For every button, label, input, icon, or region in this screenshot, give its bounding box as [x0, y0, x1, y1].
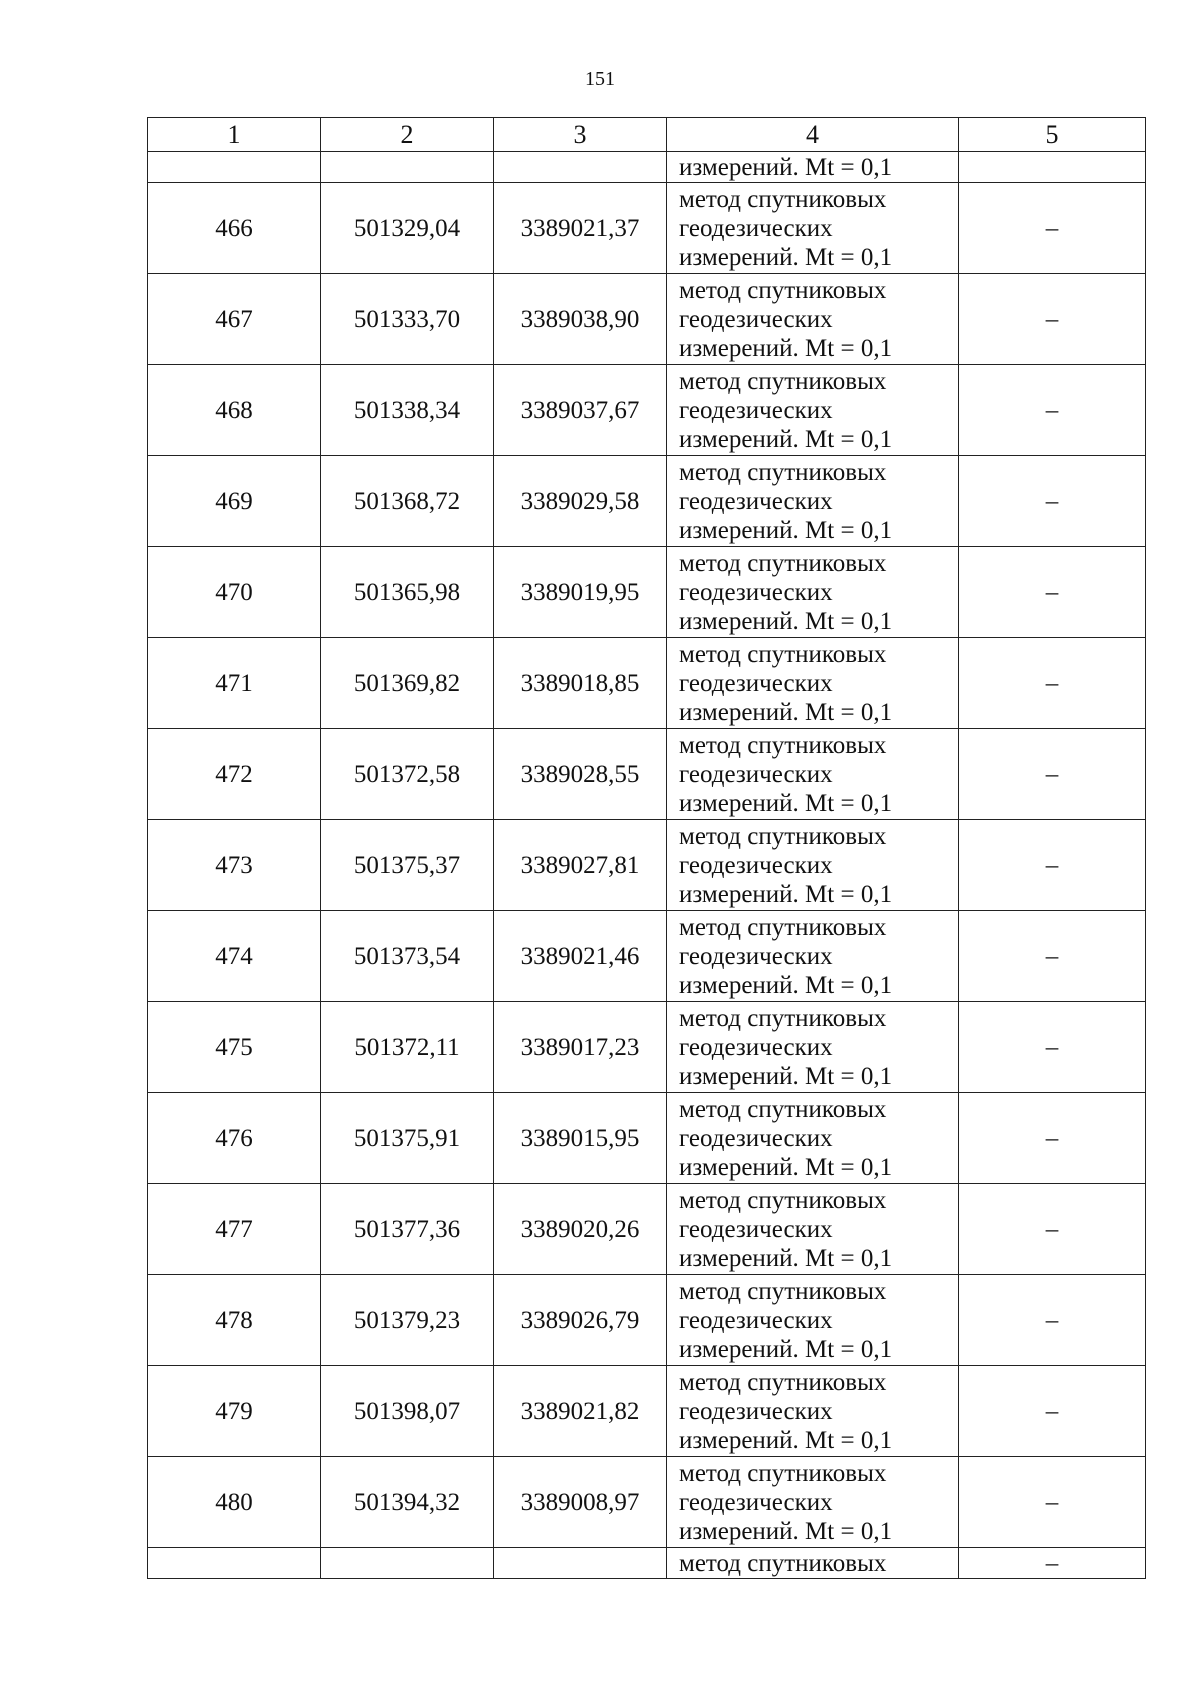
x-coordinate-cell: 501333,70 — [321, 274, 494, 365]
method-cell — [667, 274, 959, 365]
method-text-line: геодезических — [679, 851, 833, 879]
x-coordinate-cell: 501338,34 — [321, 365, 494, 456]
y-coordinate-cell: 3389018,85 — [494, 638, 667, 729]
point-number-cell: 470 — [148, 547, 321, 638]
point-number-cell: 468 — [148, 365, 321, 456]
method-text-line: измерений. Mt = 0,1 — [679, 1244, 893, 1272]
x-coordinate-cell: 501394,32 — [321, 1457, 494, 1548]
method-cell — [667, 183, 959, 274]
note-cell: – — [959, 729, 1146, 820]
method-text-line: измерений. Mt = 0,1 — [679, 1426, 893, 1454]
method-text-line: измерений. Mt = 0,1 — [679, 425, 893, 453]
x-coordinate-cell: 501365,98 — [321, 547, 494, 638]
method-cell — [667, 1457, 959, 1548]
method-text-line: геодезических — [679, 1033, 833, 1061]
method-cell — [667, 820, 959, 911]
empty-cell — [321, 152, 494, 183]
y-coordinate-cell: 3389008,97 — [494, 1457, 667, 1548]
table-row — [148, 1002, 1146, 1093]
point-number-cell: 473 — [148, 820, 321, 911]
method-cell — [667, 1366, 959, 1457]
y-coordinate-cell: 3389028,55 — [494, 729, 667, 820]
note-cell: – — [959, 1548, 1146, 1579]
method-text-line: измерений. Mt = 0,1 — [679, 789, 893, 817]
x-coordinate-cell: 501373,54 — [321, 911, 494, 1002]
method-cell — [667, 1275, 959, 1366]
table-row — [148, 911, 1146, 1002]
method-text-line: геодезических — [679, 669, 833, 697]
table-row — [148, 1184, 1146, 1275]
method-text-line: геодезических — [679, 305, 833, 333]
note-cell: – — [959, 365, 1146, 456]
point-number-cell: 472 — [148, 729, 321, 820]
method-text-line: геодезических — [679, 1488, 833, 1516]
method-text-line: геодезических — [679, 1306, 833, 1334]
column-header-3: 3 — [494, 118, 667, 152]
point-number-cell: 474 — [148, 911, 321, 1002]
method-text-line: измерений. Mt = 0,1 — [679, 1062, 893, 1090]
table-header-row — [148, 118, 1146, 152]
method-text-line: метод спутниковых — [679, 1186, 887, 1214]
note-cell: – — [959, 1457, 1146, 1548]
y-coordinate-cell: 3389021,82 — [494, 1366, 667, 1457]
note-cell: – — [959, 820, 1146, 911]
x-coordinate-cell: 501372,58 — [321, 729, 494, 820]
empty-cell — [494, 1548, 667, 1579]
continuation-row-top — [148, 152, 1146, 183]
method-text-line: геодезических — [679, 487, 833, 515]
y-coordinate-cell: 3389021,37 — [494, 183, 667, 274]
table-row — [148, 1366, 1146, 1457]
method-text-line: метод спутниковых — [679, 640, 887, 668]
y-coordinate-cell: 3389027,81 — [494, 820, 667, 911]
method-text-line: измерений. Mt = 0,1 — [679, 516, 893, 544]
method-text-line: измерений. Mt = 0,1 — [679, 1517, 893, 1545]
method-text-line: геодезических — [679, 1215, 833, 1243]
method-text-line: измерений. Mt = 0,1 — [679, 971, 893, 999]
method-text-line: измерений. Mt = 0,1 — [679, 243, 893, 271]
method-text-line: геодезических — [679, 1397, 833, 1425]
method-cell — [667, 729, 959, 820]
method-cell-tail: измерений. Mt = 0,1 — [667, 152, 959, 183]
table-row — [148, 1093, 1146, 1184]
method-text-line: метод спутниковых — [679, 185, 887, 213]
empty-cell — [148, 1548, 321, 1579]
table-row — [148, 183, 1146, 274]
point-number-cell: 467 — [148, 274, 321, 365]
method-cell — [667, 547, 959, 638]
y-coordinate-cell: 3389026,79 — [494, 1275, 667, 1366]
method-text-line: метод спутниковых — [679, 1459, 887, 1487]
point-number-cell: 469 — [148, 456, 321, 547]
method-text-line: метод спутниковых — [679, 367, 887, 395]
note-cell: – — [959, 911, 1146, 1002]
y-coordinate-cell: 3389037,67 — [494, 365, 667, 456]
x-coordinate-cell: 501379,23 — [321, 1275, 494, 1366]
method-cell — [667, 911, 959, 1002]
table-row — [148, 547, 1146, 638]
method-text-line: метод спутниковых — [679, 1004, 887, 1032]
x-coordinate-cell: 501375,91 — [321, 1093, 494, 1184]
method-text-line: метод спутниковых — [679, 913, 887, 941]
y-coordinate-cell: 3389019,95 — [494, 547, 667, 638]
method-text-line: геодезических — [679, 942, 833, 970]
note-cell: – — [959, 1275, 1146, 1366]
note-cell: – — [959, 1002, 1146, 1093]
x-coordinate-cell: 501372,11 — [321, 1002, 494, 1093]
method-cell — [667, 638, 959, 729]
point-number-cell: 480 — [148, 1457, 321, 1548]
y-coordinate-cell: 3389038,90 — [494, 274, 667, 365]
continuation-row-bottom — [148, 1548, 1146, 1579]
x-coordinate-cell: 501377,36 — [321, 1184, 494, 1275]
note-cell: – — [959, 1366, 1146, 1457]
note-cell: – — [959, 638, 1146, 729]
method-text-line: измерений. Mt = 0,1 — [679, 698, 893, 726]
method-cell — [667, 1093, 959, 1184]
x-coordinate-cell: 501329,04 — [321, 183, 494, 274]
column-header-5: 5 — [959, 118, 1146, 152]
method-cell — [667, 1002, 959, 1093]
point-number-cell: 477 — [148, 1184, 321, 1275]
table-row — [148, 274, 1146, 365]
table-row — [148, 638, 1146, 729]
point-number-cell: 476 — [148, 1093, 321, 1184]
y-coordinate-cell: 3389021,46 — [494, 911, 667, 1002]
column-header-1: 1 — [148, 118, 321, 152]
method-text-line: измерений. Mt = 0,1 — [679, 334, 893, 362]
table-row — [148, 729, 1146, 820]
method-text-line: метод спутниковых — [679, 458, 887, 486]
method-text-line: метод спутниковых — [679, 822, 887, 850]
method-text-line: метод спутниковых — [679, 276, 887, 304]
method-text-line: метод спутниковых — [679, 1368, 887, 1396]
note-cell: – — [959, 183, 1146, 274]
method-text-line: метод спутниковых — [679, 731, 887, 759]
point-number-cell: 466 — [148, 183, 321, 274]
table-row — [148, 1457, 1146, 1548]
note-cell: – — [959, 274, 1146, 365]
method-text-line: геодезических — [679, 578, 833, 606]
point-number-cell: 478 — [148, 1275, 321, 1366]
note-cell: – — [959, 1093, 1146, 1184]
column-header-2: 2 — [321, 118, 494, 152]
y-coordinate-cell: 3389017,23 — [494, 1002, 667, 1093]
method-text-line: измерений. Mt = 0,1 — [679, 607, 893, 635]
column-header-4: 4 — [667, 118, 959, 152]
table-row — [148, 1275, 1146, 1366]
table-row — [148, 456, 1146, 547]
x-coordinate-cell: 501369,82 — [321, 638, 494, 729]
method-text-line: измерений. Mt = 0,1 — [679, 880, 893, 908]
method-cell-head: метод спутниковых — [667, 1548, 959, 1579]
note-cell: – — [959, 456, 1146, 547]
method-cell — [667, 365, 959, 456]
method-text-line: геодезических — [679, 214, 833, 242]
note-cell: – — [959, 547, 1146, 638]
method-text-line: измерений. Mt = 0,1 — [679, 1335, 893, 1363]
y-coordinate-cell: 3389020,26 — [494, 1184, 667, 1275]
method-cell — [667, 1184, 959, 1275]
method-text-line: метод спутниковых — [679, 549, 887, 577]
method-cell — [667, 456, 959, 547]
x-coordinate-cell: 501398,07 — [321, 1366, 494, 1457]
x-coordinate-cell: 501375,37 — [321, 820, 494, 911]
point-number-cell: 479 — [148, 1366, 321, 1457]
point-number-cell: 475 — [148, 1002, 321, 1093]
point-number-cell: 471 — [148, 638, 321, 729]
method-text-line: метод спутниковых — [679, 1277, 887, 1305]
coordinates-table — [147, 117, 1146, 1579]
empty-cell — [959, 152, 1146, 183]
table-row — [148, 365, 1146, 456]
method-text-line: геодезических — [679, 760, 833, 788]
y-coordinate-cell: 3389029,58 — [494, 456, 667, 547]
page-number: 151 — [585, 68, 615, 90]
method-text-line: метод спутниковых — [679, 1095, 887, 1123]
empty-cell — [321, 1548, 494, 1579]
note-cell: – — [959, 1184, 1146, 1275]
y-coordinate-cell: 3389015,95 — [494, 1093, 667, 1184]
table-row — [148, 820, 1146, 911]
method-text-line: измерений. Mt = 0,1 — [679, 1153, 893, 1181]
empty-cell — [494, 152, 667, 183]
x-coordinate-cell: 501368,72 — [321, 456, 494, 547]
method-text-line: геодезических — [679, 396, 833, 424]
method-text-line: геодезических — [679, 1124, 833, 1152]
empty-cell — [148, 152, 321, 183]
